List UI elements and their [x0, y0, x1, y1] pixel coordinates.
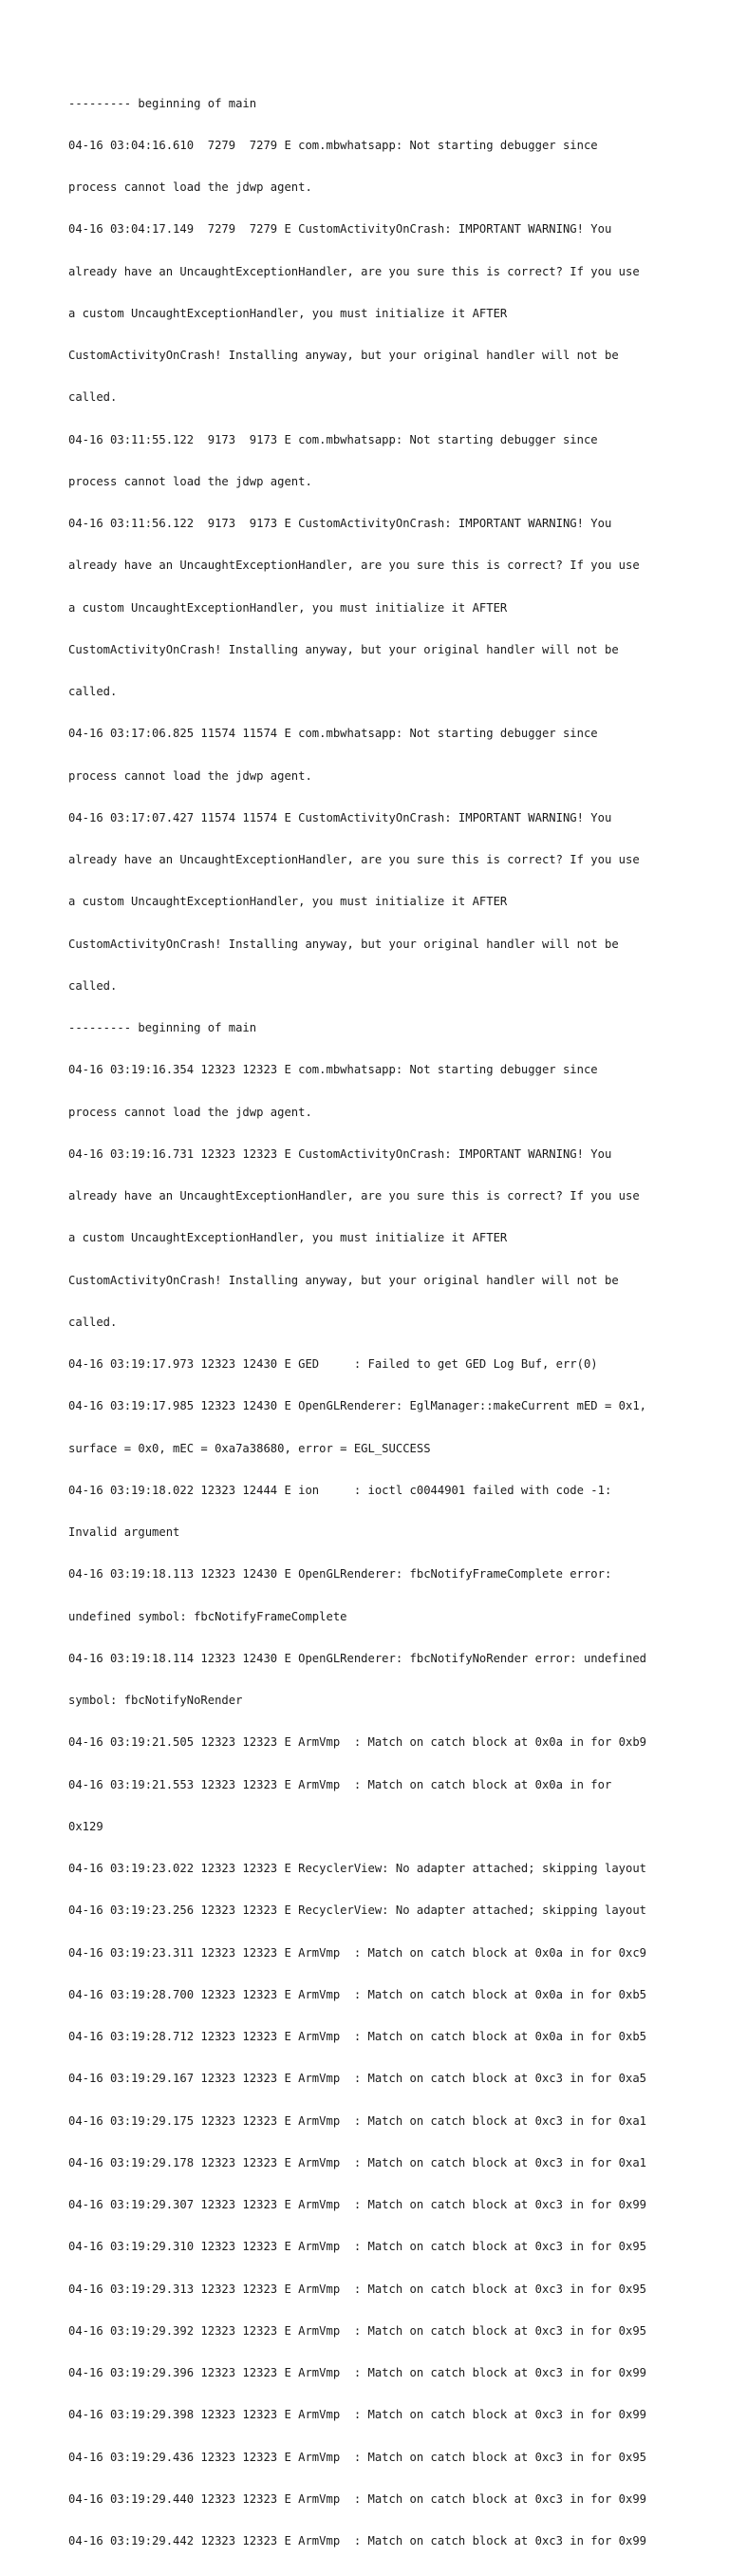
log-line: CustomActivityOnCrash! Installing anyway, but your original handler will not be — [68, 642, 619, 656]
log-line: --------- beginning of main — [68, 96, 257, 110]
log-line: 04-16 03:19:21.553 12323 12323 E ArmVmp : Match on catch block at 0x0a in for — [68, 1777, 612, 1791]
log-line: 04-16 03:19:29.178 12323 12323 E ArmVmp : Match on catch block at 0xc3 in for 0xa1 — [68, 2155, 647, 2169]
log-line: called. — [68, 978, 118, 993]
log-line: a custom UncaughtExceptionHandler, you must initialize it AFTER — [68, 895, 508, 909]
log-line: 04-16 03:19:29.436 12323 12323 E ArmVmp : Match on catch block at 0xc3 in for 0x95 — [68, 2450, 647, 2464]
log-line: 04-16 03:19:29.175 12323 12323 E ArmVmp : Match on catch block at 0xc3 in for 0xa1 — [68, 2113, 647, 2128]
log-line: a custom UncaughtExceptionHandler, you must initialize it AFTER — [68, 600, 508, 615]
log-line: --------- beginning of main — [68, 1021, 257, 1034]
log-line: CustomActivityOnCrash! Installing anyway, but your original handler will not be — [68, 937, 619, 951]
log-line: 04-16 03:19:18.022 12323 12444 E ion : ioctl c0044901 failed with code -1: — [68, 1483, 612, 1497]
log-line: 04-16 03:19:29.396 12323 12323 E ArmVmp : Match on catch block at 0xc3 in for 0x99 — [68, 2366, 647, 2379]
log-line: 04-16 03:19:29.307 12323 12323 E ArmVmp : Match on catch block at 0xc3 in for 0x99 — [68, 2198, 647, 2211]
log-line: process cannot load the jdwp agent. — [68, 180, 312, 194]
log-line: 04-16 03:19:29.392 12323 12323 E ArmVmp : Match on catch block at 0xc3 in for 0x95 — [68, 2323, 647, 2338]
log-line: 04-16 03:19:18.113 12323 12430 E OpenGLRenderer: fbcNotifyFrameComplete error: — [68, 1567, 612, 1582]
document-page — [68, 68, 666, 2576]
log-line: 04-16 03:19:23.311 12323 12323 E ArmVmp : Match on catch block at 0x0a in for 0xc9 — [68, 1945, 647, 1960]
log-line: 04-16 03:19:23.256 12323 12323 E RecyclerView: No adapter attached; skipping layout — [68, 1904, 647, 1918]
log-line: 04-16 03:11:55.122 9173 9173 E com.mbwhatsapp: Not starting debugger since — [68, 432, 598, 446]
log-line: surface = 0x0, mEC = 0xa7a38680, error = EGL_SUCCESS — [68, 1441, 431, 1455]
log-text — [68, 68, 666, 2576]
log-line: called. — [68, 1315, 118, 1329]
log-line: 04-16 03:19:29.442 12323 12323 E ArmVmp : Match on catch block at 0xc3 in for 0x99 — [68, 2534, 647, 2548]
log-line: process cannot load the jdwp agent. — [68, 768, 312, 783]
log-line: CustomActivityOnCrash! Installing anyway, but your original handler will not be — [68, 1273, 619, 1287]
log-line: called. — [68, 685, 118, 698]
log-line: 04-16 03:19:29.310 12323 12323 E ArmVmp : Match on catch block at 0xc3 in for 0x95 — [68, 2240, 647, 2254]
log-line: already have an UncaughtExceptionHandler, are you sure this is correct? If you use — [68, 853, 640, 866]
log-line: 04-16 03:04:16.610 7279 7279 E com.mbwhatsapp: Not starting debugger since — [68, 138, 598, 152]
log-line: called. — [68, 390, 118, 405]
log-line: 04-16 03:19:29.313 12323 12323 E ArmVmp : Match on catch block at 0xc3 in for 0x95 — [68, 2282, 647, 2296]
log-line: 0x129 — [68, 1819, 103, 1833]
log-line: 04-16 03:19:23.022 12323 12323 E RecyclerView: No adapter attached; skipping layout — [68, 1862, 647, 1875]
log-line: already have an UncaughtExceptionHandler, are you sure this is correct? If you use — [68, 264, 640, 278]
log-line: already have an UncaughtExceptionHandler, are you sure this is correct? If you use — [68, 1189, 640, 1203]
log-line: 04-16 03:19:29.167 12323 12323 E ArmVmp : Match on catch block at 0xc3 in for 0xa5 — [68, 2072, 647, 2086]
log-line: 04-16 03:17:07.427 11574 11574 E CustomActivityOnCrash: IMPORTANT WARNING! You — [68, 810, 612, 824]
log-line: 04-16 03:19:29.398 12323 12323 E ArmVmp : Match on catch block at 0xc3 in for 0x99 — [68, 2408, 647, 2422]
log-line: 04-16 03:17:06.825 11574 11574 E com.mbwhatsapp: Not starting debugger since — [68, 727, 598, 741]
log-line: CustomActivityOnCrash! Installing anyway, but your original handler will not be — [68, 349, 619, 362]
log-line: 04-16 03:19:28.712 12323 12323 E ArmVmp : Match on catch block at 0x0a in for 0xb5 — [68, 2030, 647, 2043]
log-line: undefined symbol: fbcNotifyFrameComplete — [68, 1609, 347, 1623]
log-line: 04-16 03:19:17.973 12323 12430 E GED : Failed to get GED Log Buf, err(0) — [68, 1357, 598, 1371]
log-line: 04-16 03:19:18.114 12323 12430 E OpenGLRenderer: fbcNotifyNoRender error: undefined — [68, 1651, 647, 1665]
log-line: 04-16 03:04:17.149 7279 7279 E CustomActivityOnCrash: IMPORTANT WARNING! You — [68, 222, 612, 237]
log-line: 04-16 03:19:21.505 12323 12323 E ArmVmp : Match on catch block at 0x0a in for 0xb9 — [68, 1735, 647, 1750]
log-line: 04-16 03:19:17.985 12323 12430 E OpenGLRenderer: EglManager::makeCurrent mED = 0x1, — [68, 1399, 647, 1413]
log-line: a custom UncaughtExceptionHandler, you must initialize it AFTER — [68, 306, 508, 320]
log-line: 04-16 03:19:29.440 12323 12323 E ArmVmp : Match on catch block at 0xc3 in for 0x99 — [68, 2491, 647, 2506]
log-line: Invalid argument — [68, 1525, 180, 1539]
log-line: symbol: fbcNotifyNoRender — [68, 1694, 243, 1707]
log-line: process cannot load the jdwp agent. — [68, 474, 312, 488]
log-line: 04-16 03:19:16.354 12323 12323 E com.mbwhatsapp: Not starting debugger since — [68, 1063, 598, 1077]
log-line: a custom UncaughtExceptionHandler, you must initialize it AFTER — [68, 1231, 508, 1245]
log-line: 04-16 03:19:16.731 12323 12323 E CustomActivityOnCrash: IMPORTANT WARNING! You — [68, 1146, 612, 1161]
log-line: process cannot load the jdwp agent. — [68, 1105, 312, 1119]
log-line: already have an UncaughtExceptionHandler, are you sure this is correct? If you use — [68, 559, 640, 573]
log-line: 04-16 03:19:28.700 12323 12323 E ArmVmp : Match on catch block at 0x0a in for 0xb5 — [68, 1987, 647, 2001]
log-line: 04-16 03:11:56.122 9173 9173 E CustomActivityOnCrash: IMPORTANT WARNING! You — [68, 517, 612, 530]
